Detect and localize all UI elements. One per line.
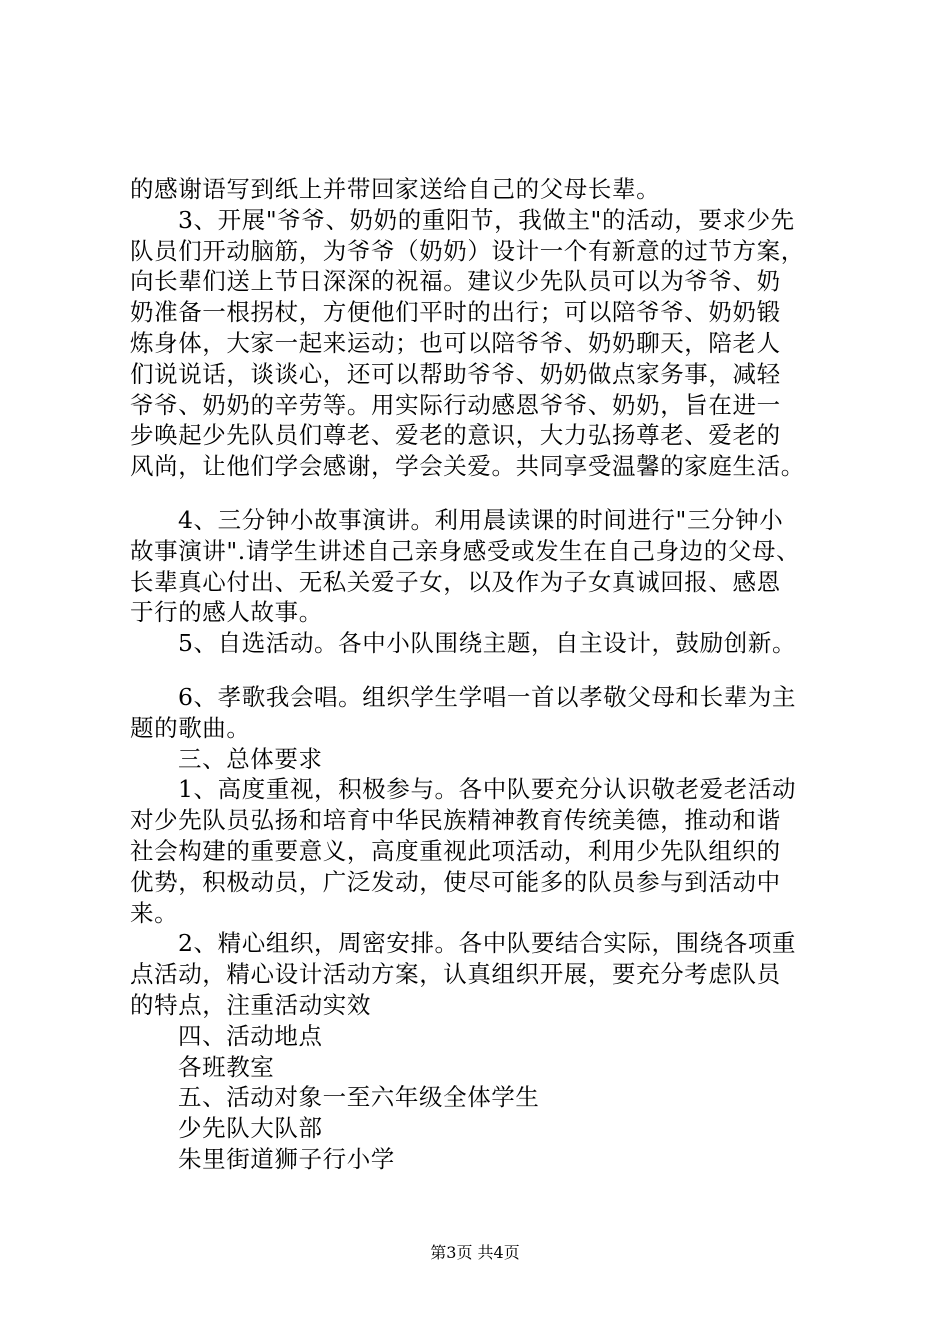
paragraph-gap (130, 659, 850, 682)
text-line: 们说说话，谈谈心，还可以帮助爷爷、奶奶做点家务事，减轻 (130, 359, 781, 388)
text-line: 奶准备一根拐杖，方便他们平时的出行；可以陪爷爷、奶奶锻 (130, 298, 781, 327)
paragraph-gap (130, 482, 850, 505)
text-line: 的特点，注重活动实效 (130, 990, 371, 1019)
text-line: 5、自选活动。各中小队围绕主题，自主设计，鼓励创新。 (178, 629, 797, 658)
signature-school: 朱里街道狮子行小学 (178, 1144, 395, 1173)
text-line: 的感谢语写到纸上并带回家送给自己的父母长辈。 (130, 175, 661, 203)
text-line: 爷爷、奶奶的辛劳等。用实际行动感恩爷爷、奶奶，旨在进一 (130, 390, 781, 419)
text-line: 于行的感人故事。 (130, 598, 323, 627)
section-heading: 四、活动地点 (178, 1021, 323, 1050)
text-line: 各班教室 (178, 1052, 275, 1081)
document-body (130, 174, 850, 1175)
text-line: 4、三分钟小故事演讲。利用晨读课的时间进行"三分钟小 (178, 505, 784, 534)
signature-organization: 少先队大队部 (178, 1114, 323, 1143)
text-line: 1、高度重视，积极参与。各中队要充分认识敬老爱老活动 (178, 775, 797, 804)
text-line: 队员们开动脑筋，为爷爷（奶奶）设计一个有新意的过节方案， (130, 236, 805, 265)
section-heading: 五、活动对象一至六年级全体学生 (178, 1083, 540, 1112)
text-line: 向长辈们送上节日深深的祝福。建议少先队员可以为爷爷、奶 (130, 267, 781, 296)
page-footer: 第3页 共4页 (430, 1243, 520, 1262)
text-line: 社会构建的重要意义，高度重视此项活动，利用少先队组织的 (130, 836, 781, 865)
text-line: 3、开展"爷爷、奶奶的重阳节，我做主"的活动，要求少先 (178, 205, 795, 234)
text-line: 故事演讲".请学生讲述自己亲身感受或发生在自己身边的父母、 (130, 536, 801, 565)
text-line: 炼身体，大家一起来运动；也可以陪爷爷、奶奶聊天，陪老人 (130, 328, 781, 357)
text-line: 题的歌曲。 (130, 713, 251, 742)
text-line: 来。 (130, 898, 179, 927)
text-line: 6、孝歌我会唱。组织学生学唱一首以孝敬父母和长辈为主 (178, 682, 797, 711)
text-line: 2、精心组织，周密安排。各中队要结合实际，围绕各项重 (178, 929, 797, 958)
text-line: 优势，积极动员，广泛发动，使尽可能多的队员参与到活动中 (130, 867, 781, 896)
section-heading: 三、总体要求 (178, 744, 323, 773)
text-line: 长辈真心付出、无私关爱子女，以及作为子女真诚回报、感恩 (130, 567, 781, 596)
text-line: 风尚，让他们学会感谢，学会关爱。共同享受温馨的家庭生活。 (130, 452, 805, 481)
text-line: 步唤起少先队员们尊老、爱老的意识，大力弘扬尊老、爱老的 (130, 421, 781, 450)
text-line: 对少先队员弘扬和培育中华民族精神教育传统美德，推动和谐 (130, 806, 781, 835)
text-line: 点活动，精心设计活动方案，认真组织开展，要充分考虑队员 (130, 960, 781, 989)
